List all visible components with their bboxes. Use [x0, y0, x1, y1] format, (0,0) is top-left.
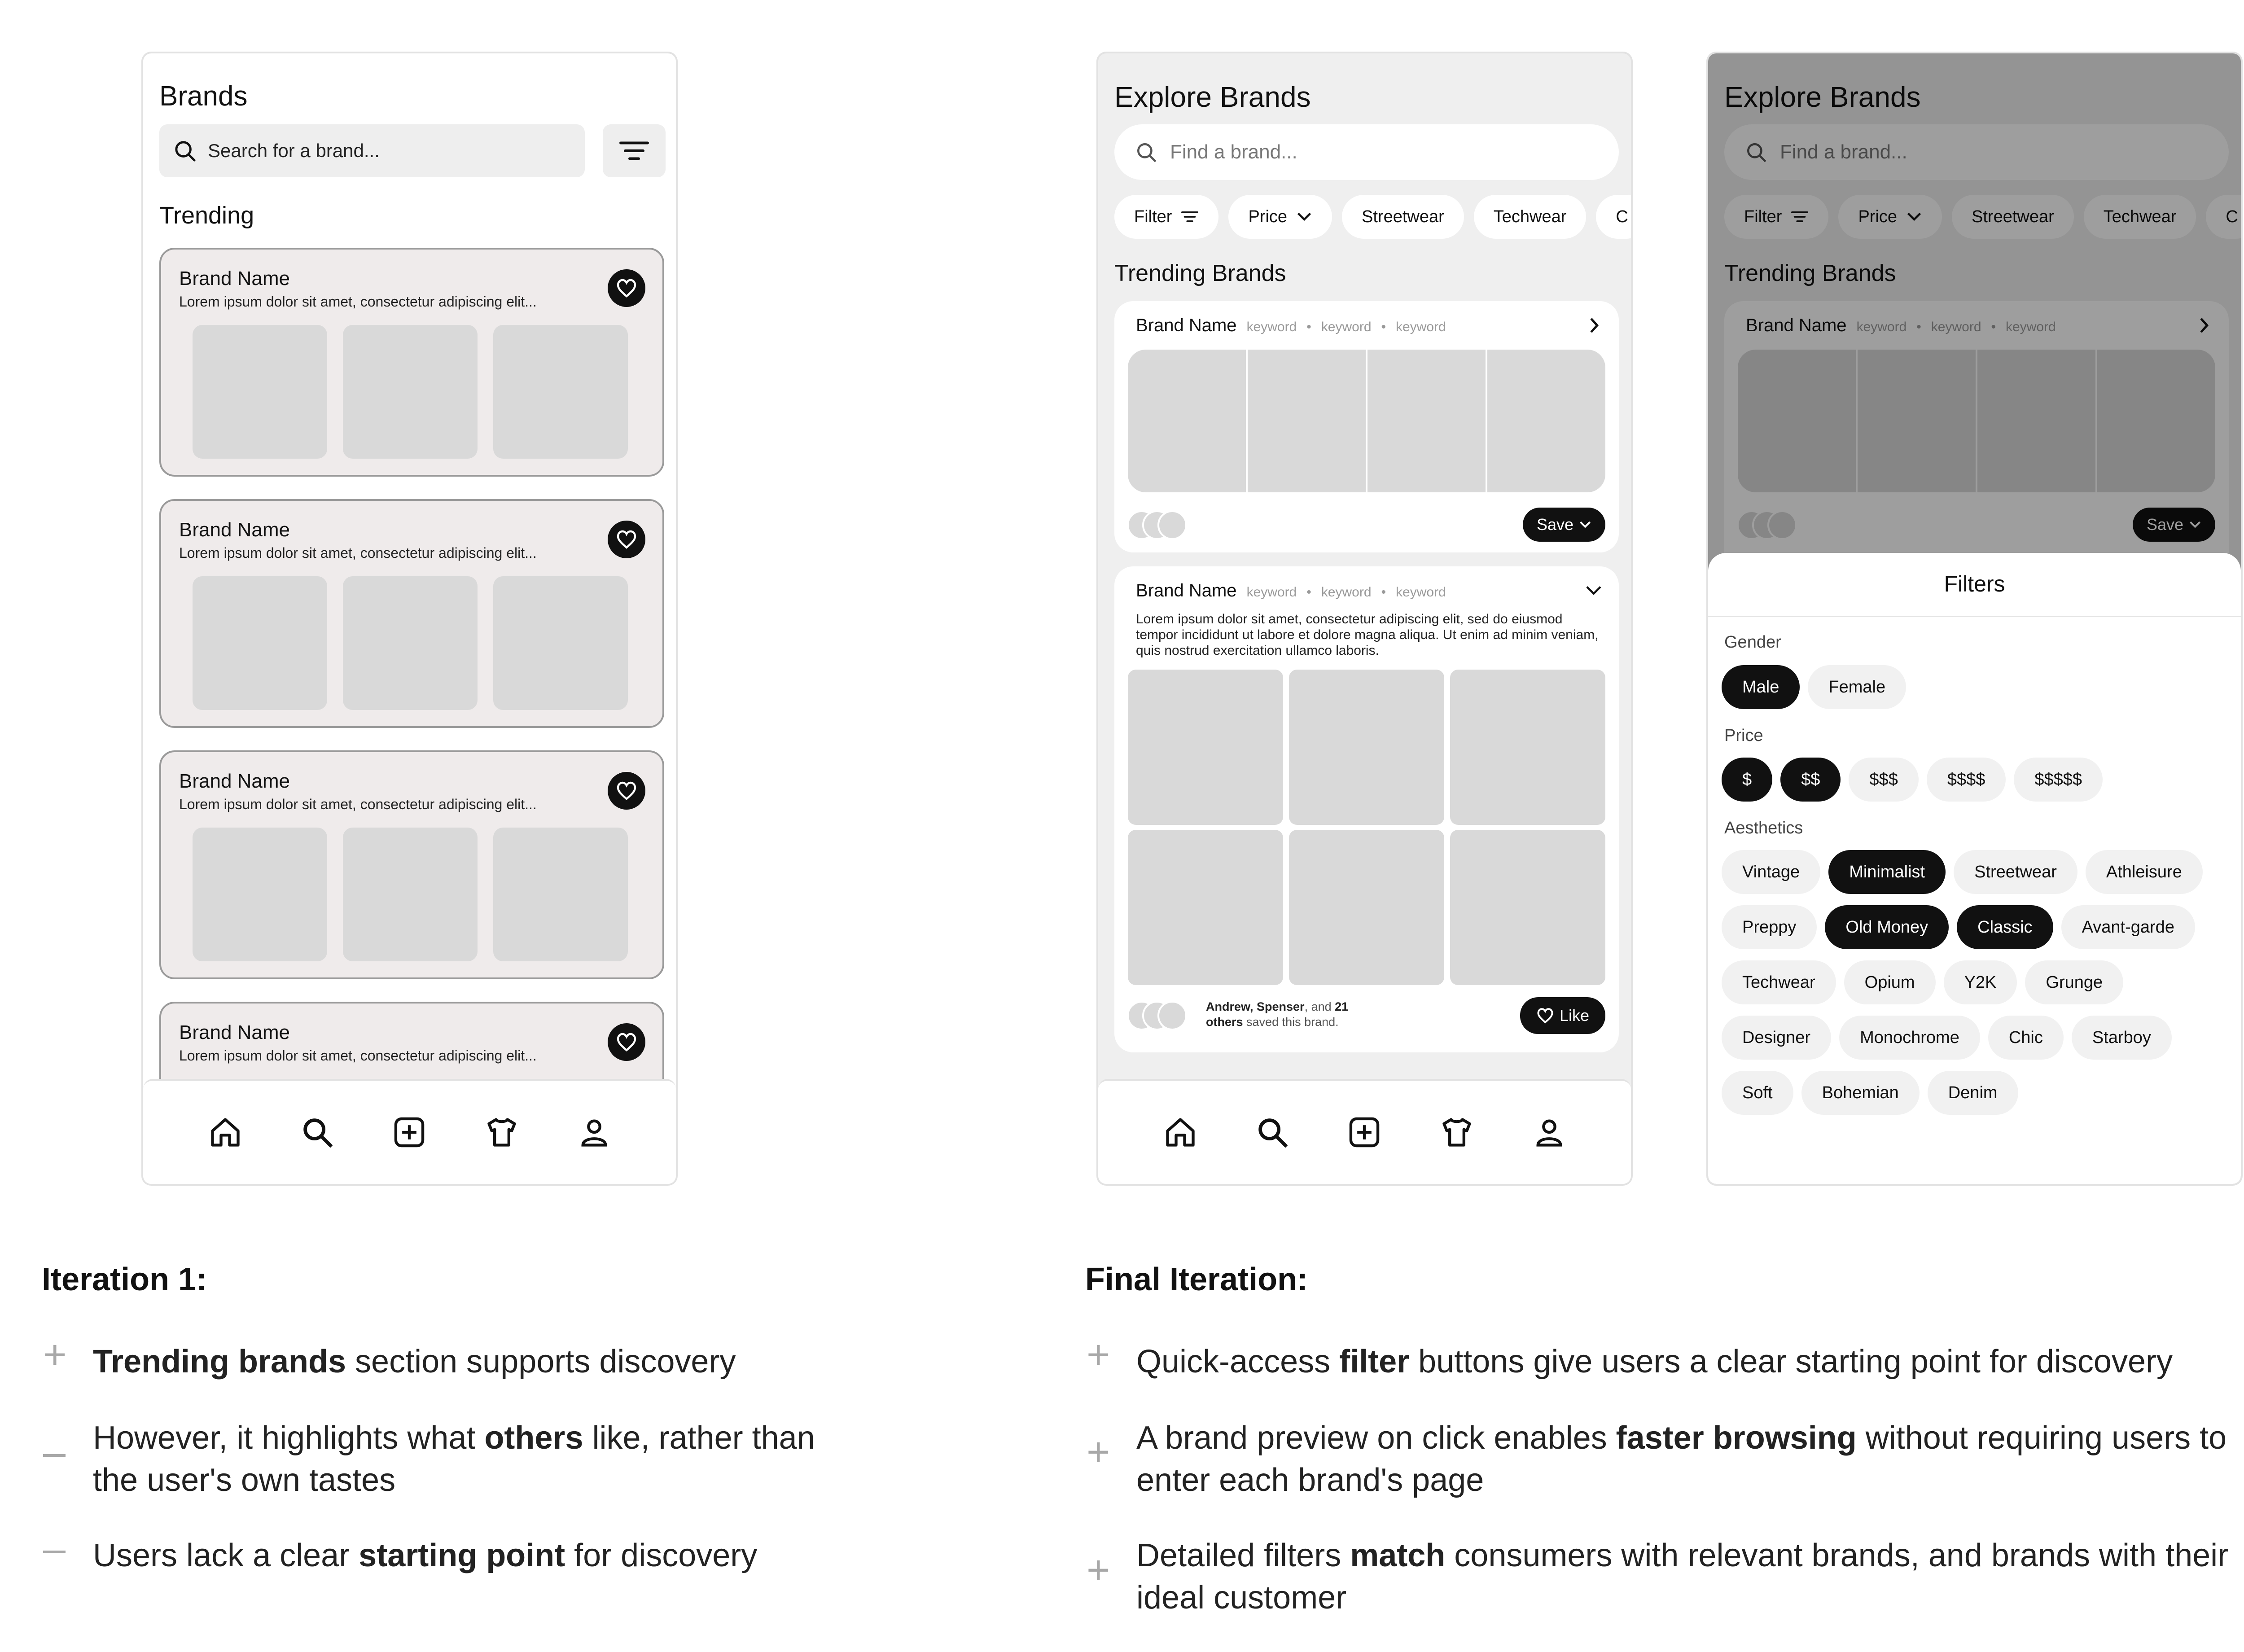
price-chip-label: Price	[1858, 207, 1898, 226]
filter-option-denim[interactable]: Denim	[1928, 1071, 2018, 1115]
search-icon	[173, 139, 197, 163]
wardrobe-icon[interactable]	[1439, 1115, 1474, 1149]
plus-icon: +	[1087, 1548, 1110, 1593]
saved-by-count: 21	[1335, 1000, 1349, 1013]
partial-chip[interactable]: C	[1596, 195, 1633, 239]
dot-separator: •	[1306, 320, 1311, 334]
heart-button[interactable]	[608, 521, 645, 558]
brand-thumbnail	[493, 828, 628, 961]
bullet-emphasis: filter	[1339, 1344, 1410, 1380]
filter-option-streetwear[interactable]: Streetwear	[1954, 850, 2077, 894]
streetwear-chip[interactable]: Streetwear	[1342, 195, 1464, 239]
final-bullet	[1136, 1341, 2244, 1383]
keyword: keyword	[1856, 320, 1907, 334]
filter-option-classic[interactable]: Classic	[1957, 905, 2053, 949]
page-title: Brands	[159, 81, 248, 112]
gender-options	[1722, 665, 1906, 709]
brand-header	[1136, 316, 1446, 336]
keyword: keyword	[2006, 320, 2056, 334]
filter-chip-label: Filter	[1134, 207, 1172, 226]
brand-card-expanded[interactable]	[1114, 566, 1619, 1052]
brand-card[interactable]	[159, 499, 664, 728]
saved-by-others: others	[1206, 1015, 1243, 1029]
brand-thumbnail	[1450, 830, 1605, 985]
brand-name: Brand Name	[179, 519, 290, 541]
keyword: keyword	[1321, 585, 1372, 600]
home-icon[interactable]	[208, 1115, 242, 1149]
heart-button[interactable]	[608, 772, 645, 810]
filter-option-avant-garde[interactable]: Avant-garde	[2061, 905, 2195, 949]
keyword: keyword	[1246, 585, 1297, 600]
bullet-emphasis: others	[484, 1420, 583, 1456]
divider	[1708, 616, 2241, 617]
brand-thumbnail	[1487, 350, 1605, 492]
iteration1-heading: Iteration 1:	[42, 1262, 207, 1297]
brand-name: Brand Name	[1136, 316, 1237, 335]
brand-name: Brand Name	[1136, 581, 1237, 600]
iteration1-bullet	[93, 1417, 833, 1501]
chevron-down-icon[interactable]	[1585, 584, 1603, 597]
like-button[interactable]	[1520, 997, 1605, 1034]
brand-name: Brand Name	[1746, 316, 1847, 335]
plus-icon: +	[1087, 1332, 1110, 1377]
filter-option-soft[interactable]: Soft	[1722, 1071, 1793, 1115]
chevron-down-icon	[1579, 520, 1591, 529]
saved-by-suffix: saved this brand.	[1243, 1015, 1339, 1029]
brand-thumbnail	[1128, 670, 1283, 825]
avatar	[1157, 1001, 1187, 1030]
brand-name: Brand Name	[179, 267, 290, 289]
brand-card[interactable]	[159, 750, 664, 979]
home-icon[interactable]	[1163, 1115, 1197, 1149]
add-icon[interactable]	[1347, 1115, 1381, 1149]
filter-option-monochrome[interactable]: Monochrome	[1839, 1016, 1980, 1060]
filter-option-preppy[interactable]: Preppy	[1722, 905, 1817, 949]
bullet-text: without requiring users to enter each brand's page	[1136, 1420, 2227, 1498]
final-explore-phone-screen	[1096, 52, 1633, 1186]
brand-name: Brand Name	[179, 1021, 290, 1043]
keyword: keyword	[1321, 320, 1372, 334]
brand-description: Lorem ipsum dolor sit amet, consectetur adipiscing elit...	[179, 796, 537, 812]
filter-chip[interactable]	[1114, 195, 1218, 239]
bullet-text: buttons give users a clear starting point for discovery	[1409, 1344, 2173, 1380]
filter-icon	[1181, 210, 1199, 223]
brand-thumbnail	[493, 576, 628, 710]
heart-icon	[1536, 1008, 1554, 1024]
sheet-title: Filters	[1944, 571, 2005, 596]
filter-option-bohemian[interactable]: Bohemian	[1801, 1071, 1920, 1115]
brand-thumbnail	[343, 576, 478, 710]
brand-thumbnail	[1248, 350, 1366, 492]
bullet-text: like, rather than the user's own tastes	[93, 1420, 815, 1498]
filter-option-y2k[interactable]: Y2K	[1944, 960, 2017, 1004]
brand-thumbnail	[1128, 350, 1246, 492]
bullet-text: A brand preview on click enables	[1136, 1420, 1616, 1456]
brand-image-strip	[1128, 350, 1605, 492]
add-icon[interactable]	[392, 1115, 426, 1149]
save-button-label: Save	[1536, 515, 1574, 534]
filter-option-price-2[interactable]: $$	[1780, 758, 1841, 802]
bullet-emphasis: faster browsing	[1616, 1420, 1857, 1456]
price-chip[interactable]	[1228, 195, 1332, 239]
aesthetics-options-row	[1722, 960, 2123, 1004]
brand-thumbnail	[1450, 670, 1605, 825]
brand-thumbnail	[193, 828, 327, 961]
brand-thumbnail	[493, 325, 628, 459]
aesthetics-label: Aesthetics	[1724, 819, 1803, 837]
brand-thumbnail	[193, 576, 327, 710]
brand-card[interactable]	[159, 248, 664, 477]
filter-option-price-5[interactable]: $$$$$	[2014, 758, 2103, 802]
final-bullet	[1136, 1417, 2244, 1501]
profile-icon[interactable]	[577, 1115, 611, 1149]
search-icon[interactable]	[300, 1115, 334, 1149]
section-title-trending-brands: Trending Brands	[1114, 260, 1286, 286]
bottom-nav-bar	[143, 1079, 676, 1184]
brand-description: Lorem ipsum dolor sit amet, consectetur adipiscing elit...	[179, 294, 537, 310]
filter-option-male[interactable]: Male	[1722, 665, 1800, 709]
avatar	[1157, 510, 1187, 540]
bullet-text: Detailed filters	[1136, 1538, 1350, 1573]
brand-thumbnail	[1289, 830, 1444, 985]
bullet-text: However, it highlights what	[93, 1420, 485, 1456]
heart-button[interactable]	[608, 269, 645, 307]
brand-thumbnail	[343, 325, 478, 459]
search-placeholder: Find a brand...	[1170, 141, 1297, 163]
aesthetics-options-row	[1722, 1016, 2172, 1060]
aesthetics-options-row	[1722, 1071, 2018, 1115]
filter-option-starboy[interactable]: Starboy	[2072, 1016, 2172, 1060]
brand-thumbnail	[1367, 350, 1486, 492]
brand-header	[1136, 581, 1446, 601]
filter-option-grunge[interactable]: Grunge	[2025, 960, 2123, 1004]
iteration1-bullet	[93, 1535, 946, 1577]
filter-option-designer[interactable]: Designer	[1722, 1016, 1831, 1060]
section-title-trending: Trending	[159, 202, 254, 229]
final-heading: Final Iteration:	[1085, 1262, 1308, 1297]
save-button[interactable]	[1523, 508, 1605, 542]
price-chip-label: Price	[1248, 207, 1288, 226]
price-label: Price	[1724, 726, 1763, 745]
brand-description: Lorem ipsum dolor sit amet, consectetur adipiscing elit, sed do eiusmod tempor incididunt ut labore et dolore magna aliqua. Ut enim ad minim veniam, quis nostrud exercitation ullamco laboris.	[1136, 612, 1599, 658]
filter-option-vintage[interactable]: Vintage	[1722, 850, 1820, 894]
filter-icon	[618, 139, 650, 162]
plus-icon: +	[1087, 1430, 1110, 1475]
techwear-chip[interactable]: Techwear	[1474, 195, 1587, 239]
filter-option-price-4[interactable]: $$$$	[1927, 758, 2006, 802]
quick-filter-row	[1114, 195, 1633, 239]
brand-thumbnail	[343, 828, 478, 961]
keyword: keyword	[1396, 585, 1446, 600]
filter-option-price-1[interactable]: $	[1722, 758, 1772, 802]
filter-option-chic[interactable]: Chic	[1988, 1016, 2064, 1060]
brand-thumbnail	[1289, 670, 1444, 825]
dot-separator: •	[1991, 320, 1996, 334]
heart-button[interactable]	[608, 1023, 645, 1061]
aesthetics-options-row	[1722, 850, 2203, 894]
final-bullet	[1136, 1535, 2244, 1619]
bullet-emphasis: Trending brands	[93, 1344, 346, 1380]
price-options	[1722, 758, 2103, 802]
final-filters-phone-screen	[1706, 52, 2243, 1186]
like-button-label: Like	[1559, 1006, 1590, 1025]
filter-option-athleisure[interactable]: Athleisure	[2086, 850, 2203, 894]
keyword: keyword	[1931, 320, 1981, 334]
iteration1-phone-screen	[141, 52, 678, 1186]
keyword: keyword	[1246, 320, 1297, 334]
page-title: Explore Brands	[1114, 81, 1311, 113]
chevron-down-icon	[1296, 211, 1312, 222]
saved-by-conjunction: , and	[1304, 1000, 1335, 1013]
chevron-right-icon[interactable]	[1587, 316, 1601, 334]
filter-option-old-money[interactable]: Old Money	[1825, 905, 1949, 949]
bullet-text: consumers with relevant brands, and brands with their ideal customer	[1136, 1538, 2229, 1616]
search-placeholder: Search for a brand...	[208, 140, 380, 161]
brand-name: Brand Name	[179, 770, 290, 792]
page-title: Explore Brands	[1724, 81, 1921, 113]
brand-card-collapsed[interactable]	[1114, 301, 1619, 552]
filter-chip-label: Filter	[1744, 207, 1782, 226]
dot-separator: •	[1916, 320, 1921, 334]
search-placeholder: Find a brand...	[1780, 141, 1907, 163]
bullet-emphasis: starting point	[359, 1538, 565, 1573]
section-title-trending-brands: Trending Brands	[1724, 260, 1896, 286]
brand-description: Lorem ipsum dolor sit amet, consectetur adipiscing elit...	[179, 545, 537, 561]
search-input[interactable]	[1114, 124, 1619, 180]
dot-separator: •	[1381, 320, 1386, 334]
bullet-emphasis: match	[1350, 1538, 1446, 1573]
plus-icon: +	[43, 1332, 67, 1377]
search-icon[interactable]	[1255, 1115, 1289, 1149]
filters-bottom-sheet	[1708, 553, 2241, 1184]
filter-option-female[interactable]: Female	[1808, 665, 1906, 709]
bullet-text: for discovery	[565, 1538, 758, 1573]
bottom-nav-bar	[1098, 1079, 1631, 1184]
filter-option-techwear[interactable]: Techwear	[1722, 960, 1836, 1004]
saved-by-names: Andrew, Spenser	[1206, 1000, 1305, 1013]
minus-icon: –	[43, 1430, 66, 1475]
search-input[interactable]	[159, 124, 585, 177]
bullet-text: Users lack a clear	[93, 1538, 359, 1573]
profile-icon[interactable]	[1532, 1115, 1566, 1149]
filter-button[interactable]	[603, 124, 666, 177]
techwear-chip[interactable]: Techwear	[2084, 195, 2196, 239]
partial-chip[interactable]: C	[2206, 195, 2243, 239]
brand-thumbnail	[1128, 830, 1283, 985]
filter-option-minimalist[interactable]: Minimalist	[1828, 850, 1946, 894]
saved-by-text	[1206, 999, 1348, 1030]
filter-option-opium[interactable]: Opium	[1844, 960, 1936, 1004]
dot-separator: •	[1381, 585, 1386, 600]
save-button-label: Save	[2146, 515, 2184, 534]
bullet-text: Quick-access	[1136, 1344, 1340, 1380]
keyword: keyword	[1396, 320, 1446, 334]
dot-separator: •	[1306, 585, 1311, 600]
aesthetics-options-row	[1722, 905, 2195, 949]
bullet-text: section supports discovery	[346, 1344, 736, 1380]
brand-thumbnail	[193, 325, 327, 459]
filter-option-price-3[interactable]: $$$	[1849, 758, 1918, 802]
minus-icon: –	[43, 1526, 66, 1571]
streetwear-chip[interactable]: Streetwear	[1952, 195, 2074, 239]
iteration1-bullet	[93, 1341, 833, 1383]
wardrobe-icon[interactable]	[484, 1115, 519, 1149]
brand-description: Lorem ipsum dolor sit amet, consectetur adipiscing elit...	[179, 1047, 537, 1064]
gender-label: Gender	[1724, 633, 1781, 652]
search-icon	[1135, 141, 1157, 163]
